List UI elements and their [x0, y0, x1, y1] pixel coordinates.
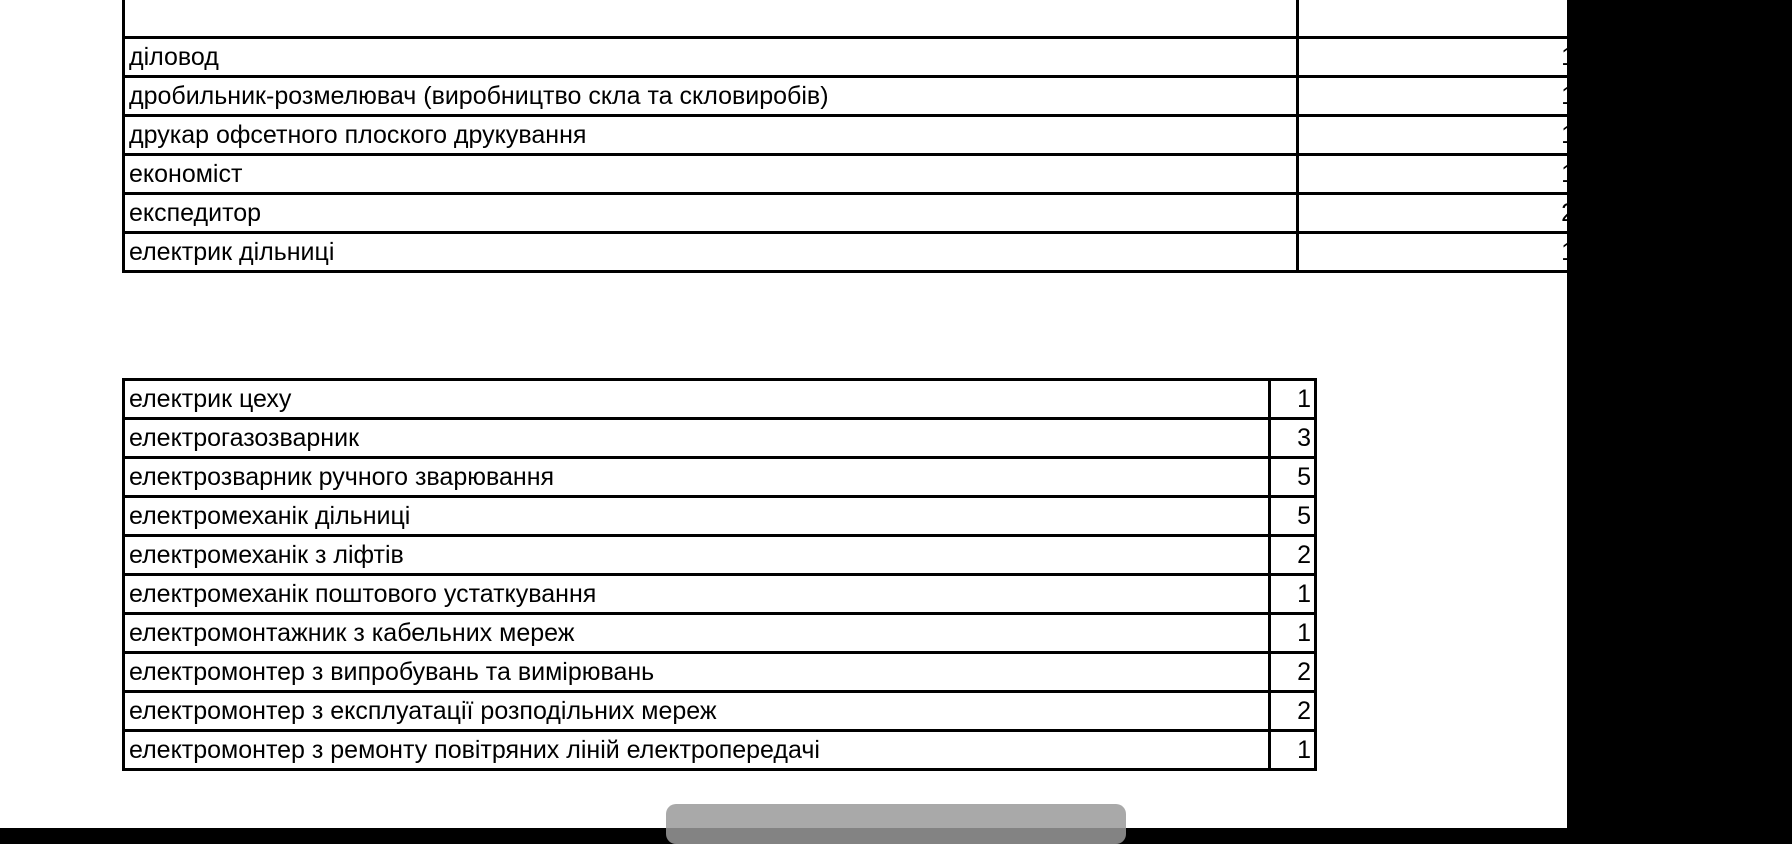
table-row: [124, 194, 1580, 233]
table-row: [124, 38, 1580, 77]
table-row: [124, 653, 1316, 692]
table-row: [124, 536, 1316, 575]
table-row: [124, 692, 1316, 731]
profession-name-cell: електрозварник ручного зварювання: [124, 458, 1270, 497]
table-row: [124, 458, 1316, 497]
table-row: [124, 77, 1580, 116]
profession-name-cell: економіст: [124, 155, 1298, 194]
profession-name-cell: діловод: [124, 38, 1298, 77]
profession-name-cell: електромонтажник з кабельних мереж: [124, 614, 1270, 653]
vacancy-count-cell: 1: [1270, 731, 1316, 770]
vacancy-count-cell: 1: [1298, 233, 1580, 272]
vacancy-count-cell: 2: [1270, 536, 1316, 575]
vacancy-count-cell: 5: [1270, 458, 1316, 497]
table-row: [124, 497, 1316, 536]
profession-name-cell: електромонтер з ремонту повітряних ліній електропередачі: [124, 731, 1270, 770]
table-row: [124, 116, 1580, 155]
vacancy-count-cell: 1: [1298, 155, 1580, 194]
profession-name-cell: друкар офсетного плоского друкування: [124, 116, 1298, 155]
vacancy-count-cell: 2: [1270, 692, 1316, 731]
profession-name-cell: електрик цеху: [124, 380, 1270, 419]
vacancy-count-cell: 1: [1270, 614, 1316, 653]
profession-name-cell: експедитор: [124, 194, 1298, 233]
vacancy-count-cell: 1: [1270, 380, 1316, 419]
profession-table-bottom: [122, 378, 1317, 771]
vacancy-count-cell: 1: [1270, 575, 1316, 614]
profession-name-cell: електромонтер з випробувань та вимірювань: [124, 653, 1270, 692]
vacancy-count-cell: 2: [1270, 653, 1316, 692]
vacancy-count-cell: 1: [1298, 77, 1580, 116]
profession-name-cell: [124, 0, 1298, 38]
vacancy-count-cell: 2: [1298, 194, 1580, 233]
table-row: [124, 614, 1316, 653]
home-indicator-bar[interactable]: [666, 804, 1126, 844]
vacancy-count-cell: 1: [1298, 116, 1580, 155]
profession-name-cell: електромонтер з експлуатації розподільних мереж: [124, 692, 1270, 731]
table-row: [124, 575, 1316, 614]
table-row: [124, 419, 1316, 458]
table-row: [124, 731, 1316, 770]
vacancy-count-cell: 5: [1270, 497, 1316, 536]
vacancy-count-cell: [1298, 0, 1580, 38]
profession-name-cell: електрик дільниці: [124, 233, 1298, 272]
table-row: [124, 155, 1580, 194]
vacancy-count-cell: 3: [1270, 419, 1316, 458]
profession-name-cell: електромеханік дільниці: [124, 497, 1270, 536]
table-row: [124, 0, 1580, 38]
profession-name-cell: електромеханік поштового устаткування: [124, 575, 1270, 614]
table-row: [124, 233, 1580, 272]
vacancy-count-cell: 1: [1298, 38, 1580, 77]
profession-name-cell: електромеханік з ліфтів: [124, 536, 1270, 575]
profession-name-cell: дробильник-розмелювач (виробництво скла та скловиробів): [124, 77, 1298, 116]
profession-table-top: [122, 0, 1581, 273]
table-row: [124, 380, 1316, 419]
profession-name-cell: електрогазозварник: [124, 419, 1270, 458]
